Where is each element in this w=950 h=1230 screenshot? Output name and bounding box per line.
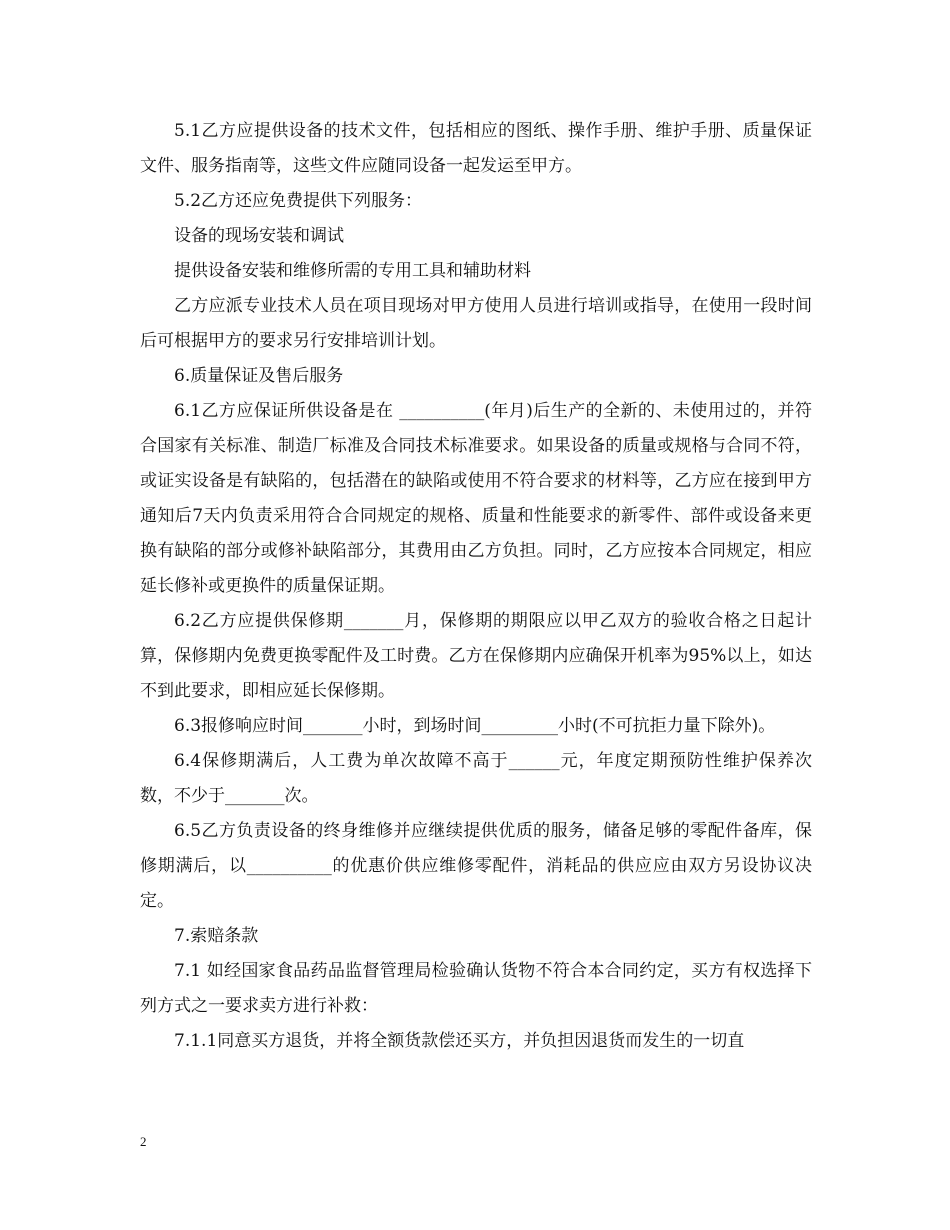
paragraph-6-1: 6.1乙方应保证所供设备是在 __________(年月)后生产的全新的、未使用过的，并符合国家有关标准、制造厂标准及合同技术标准要求。如果设备的质量或规格与合同不符，或证实设备是有缺陷的，包括潜在的缺陷或使用不符合要求的材料等，乙方应在接到甲方通知后7天内负责采用符合合同规定的规格、质量和性能要求的新零件、部件或设备来更换有缺陷的部分或修补缺陷部分，其费用由乙方负担。同时，乙方应按本合同规定，相应延长修补或更换件的质量保证期。 <box>140 401 812 596</box>
paragraph-7-1-1: 7.1.1同意买方退货，并将全额货款偿还买方，并负担因退货而发生的一切直 <box>174 1031 745 1051</box>
paragraph-7-1: 7.1 如经国家食品药品监督管理局检验确认货物不符合本合同约定，买方有权选择下列方式之一要求卖方进行补救： <box>140 961 812 1016</box>
page-number: 2 <box>140 1134 147 1149</box>
section-heading-7: 7.索赔条款 <box>174 926 259 946</box>
paragraph-6-3: 6.3报修响应时间_______小时，到场时间_________小时(不可抗拒力量下除外)。 <box>174 716 776 736</box>
service-item-tools: 提供设备安装和维修所需的专用工具和辅助材料 <box>174 261 531 281</box>
paragraph-5-1: 5.1乙方应提供设备的技术文件，包括相应的图纸、操作手册、维护手册、质量保证文件、服务指南等，这些文件应随同设备一起发运至甲方。 <box>140 121 812 176</box>
paragraph-5-2: 5.2乙方还应免费提供下列服务： <box>174 191 423 211</box>
paragraph-6-4: 6.4保修期满后，人工费为单次故障不高于______元，年度定期预防性维护保养次数，不少于_______次。 <box>140 751 812 806</box>
service-item-installation: 设备的现场安装和调试 <box>174 226 344 246</box>
paragraph-training: 乙方应派专业技术人员在项目现场对甲方使用人员进行培训或指导，在使用一段时间后可根据甲方的要求另行安排培训计划。 <box>140 296 812 351</box>
document-body <box>140 114 812 1059</box>
paragraph-6-2: 6.2乙方应提供保修期_______月，保修期的期限应以甲乙双方的验收合格之日起计算，保修期内免费更换零配件及工时费。乙方在保修期内应确保开机率为95%以上，如达不到此要求，即相应延长保修期。 <box>140 611 812 701</box>
section-heading-6: 6.质量保证及售后服务 <box>174 366 344 386</box>
paragraph-6-5: 6.5乙方负责设备的终身维修并应继续提供优质的服务，储备足够的零配件备库，保修期满后，以__________的优惠价供应维修零配件，消耗品的供应应由双方另设协议决定。 <box>140 821 812 911</box>
